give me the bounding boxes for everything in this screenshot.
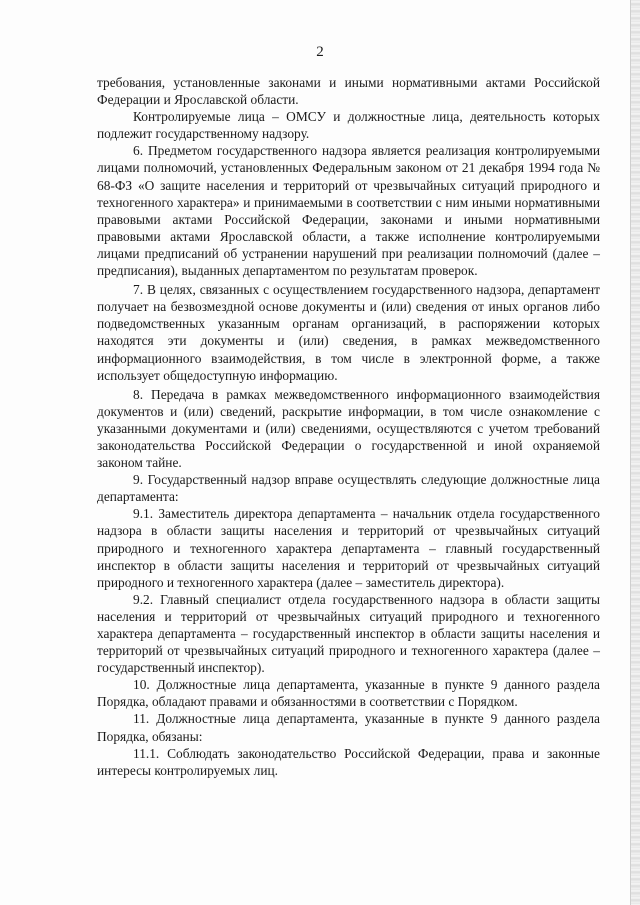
- paragraph-7: 7. В целях, связанных с осуществлением государственного надзора, департамент получает на безвозмездной основе документы и (или) сведения от иных органов либо подведомственных указанным органам организаций, в распоряжении которых находятся эти документы и (или) сведения, в рамках межведомственного информационного взаимодействия, в том числе в электронной форме, а также использует общедоступную информацию.: [97, 282, 600, 383]
- paragraph-9-1: 9.1. Заместитель директора департамента – начальник отдела государственного надзора в области защиты населения и территорий от чрезвычайных ситуаций природного и техногенного характера департамента – главный государственный инспектор в области защиты населения и территорий от чрезвычайных ситуаций природного и техногенного характера (далее – заместитель директора).: [97, 506, 600, 590]
- paragraph-6: 6. Предметом государственного надзора является реализация контролируемыми лицами полномочий, установленных Федеральным законом от 21 декабря 1994 года № 68-ФЗ «О защите населения и территорий от чрезвычайных ситуаций природного и техногенного характера» и принимаемыми в соответствии с ним иными нормативными правовыми актами Российской Федерации, законами и иными нормативными правовыми актами Ярославской области, а также исполнение контролируемыми лицами предписаний об устранении нарушений при реализации полномочий (далее – предписания), выданных департаментом по результатам проверок.: [97, 143, 600, 279]
- paragraph-9: 9. Государственный надзор вправе осуществлять следующие должностные лица департамента:: [97, 472, 600, 505]
- paragraph-continuation: требования, установленные законами и иными нормативными актами Российской Федерации и Ярославской области.: [97, 75, 600, 108]
- paragraph-9-2: 9.2. Главный специалист отдела государственного надзора в области защиты населения и территорий от чрезвычайных ситуаций природного и техногенного характера департамента – государственный инспектор в области защиты населения и территорий от чрезвычайных ситуаций природного и техногенного характера (далее – государственный инспектор).: [97, 591, 600, 676]
- paragraph-10: 10. Должностные лица департамента, указанные в пункте 9 данного раздела Порядка, обладают правами и обязанностями в соответствии с Порядком.: [97, 677, 600, 710]
- page-number: 2: [316, 44, 324, 60]
- scan-edge-artifact: [630, 0, 640, 905]
- paragraph-11: 11. Должностные лица департамента, указанные в пункте 9 данного раздела Порядка, обязаны:: [97, 711, 600, 744]
- paragraph-controlled-persons: Контролируемые лица – ОМСУ и должностные лица, деятельность которых подлежит государственному надзору.: [97, 109, 600, 142]
- document-body: [97, 74, 600, 779]
- paragraph-11-1: 11.1. Соблюдать законодательство Российской Федерации, права и законные интересы контролируемых лиц.: [97, 745, 600, 778]
- paragraph-8: 8. Передача в рамках межведомственного информационного взаимодействия документов и (или) сведений, раскрытие информации, в том числе ознакомление с указанными документами и (или) сведениями, осуществляются с учетом требований законодательства Российской Федерации о государственной и иной охраняемой законом тайне.: [97, 386, 600, 471]
